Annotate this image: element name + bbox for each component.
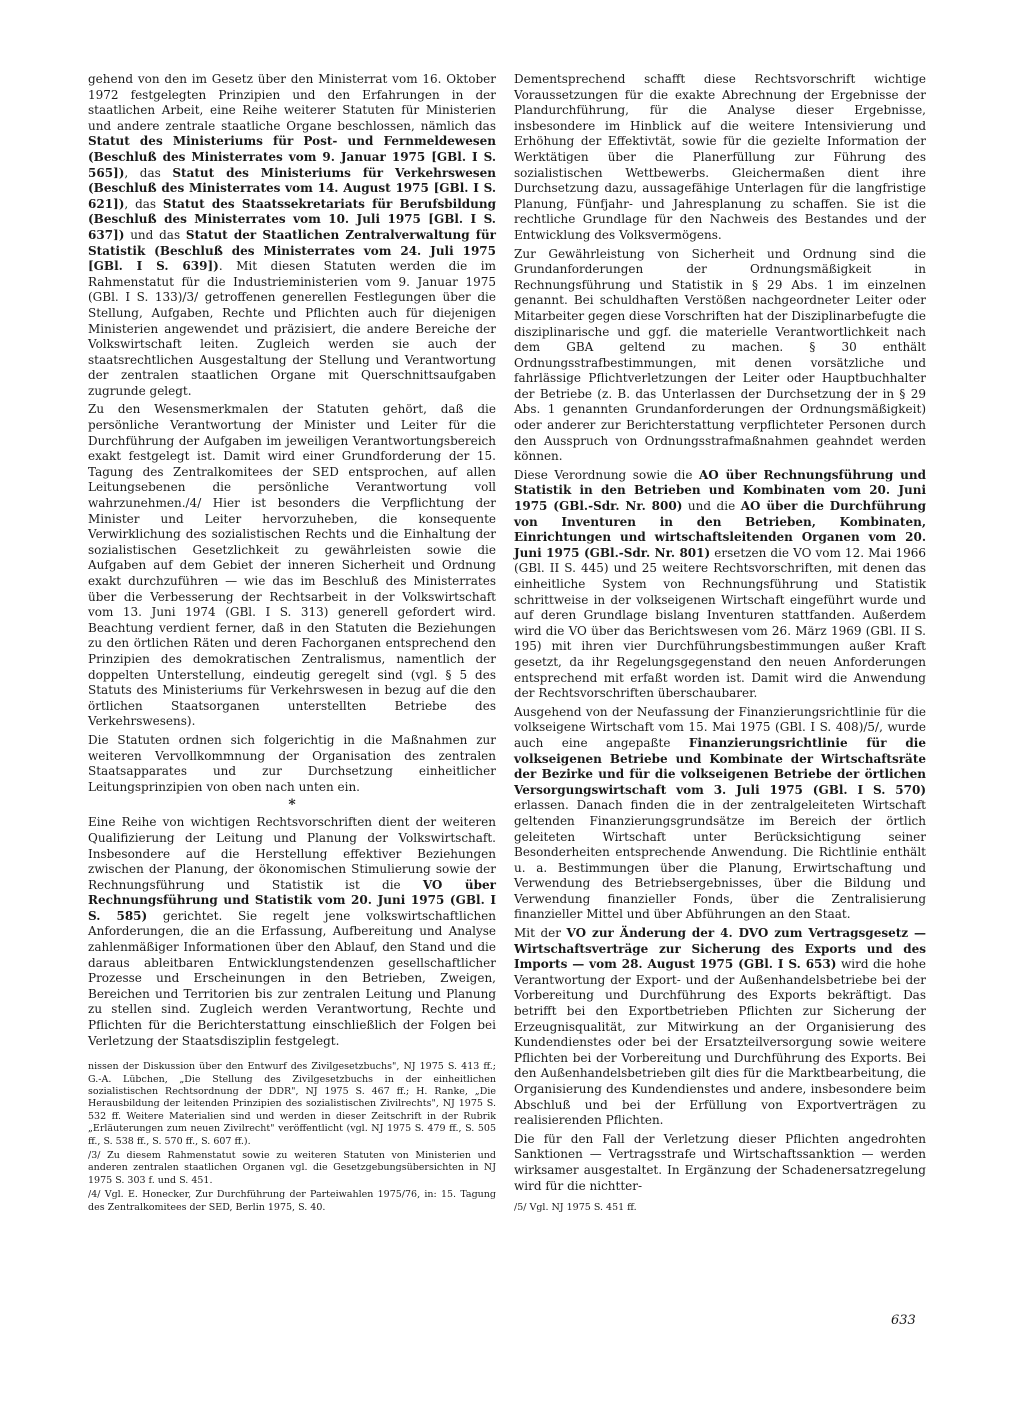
footnote: /5/ Vgl. NJ 1975 S. 451 ff. (514, 1202, 637, 1214)
text-run: , das (124, 196, 163, 211)
text-run: Die Statuten ordnen sich folgerichtig in die Maßnahmen zur weiteren Vervollkommnung der Organisation des zentralen Staatsapparates und zur Durchsetzung einheitlicher Leitungsprinzipien von oben nach unten ein. (88, 732, 496, 794)
paragraph (514, 72, 926, 244)
text-run: . Mit diesen Statuten werden die im Rahmenstatut für die Industrieministerien vom 9. Januar 1975 (GBl. I S. 133)/3/ getroffenen generellen Festlegungen über die Stellung, Aufgaben, Rechte und Pflichten auch für diejenigen Ministerien angewendet und präzisiert, die andere Bereiche der Volkswirtschaft leiten. Zugleich werden sie auch der staatsrechtlichen Ausgestaltung der Stellung und Verantwortung der zentralen staatlichen Organe mit Querschnittsaufgaben zugrunde gelegt. (88, 259, 496, 398)
paragraph (514, 705, 926, 923)
paragraph (514, 1132, 926, 1194)
paragraph (88, 815, 496, 1049)
text-run: , das (124, 165, 173, 180)
paragraph (514, 926, 926, 1129)
right-column (514, 72, 926, 1217)
text-run: Zur Gewährleistung von Sicherheit und Ordnung sind die Grundanforderungen der Ordnungsmäßigkeit in Rechnungsführung und Statistik in § 29 Abs. 1 im einzelnen genannt. Bei schuldhaften Verstößen nachgeordneter Leiter oder Mitarbeiter gegen diese Vorschriften hat der Disziplinarbefugte die disziplinarische und ggf. die materielle Verantwortlichkeit nach dem GBA geltend zu machen. § 30 enthält Ordnungsstrafbestimmungen, mit denen vorsätzliche und fahrlässige Pflichtverletzungen der Leiter oder Hauptbuchhalter der Betriebe (z. B. das Unterlassen der Durchsetzung der in § 29 Abs. 1 genannten Grundanforderungen der Ordnungsmäßigkeit) oder anderer zur Berichterstattung verpflichteter Personen durch den Ausspruch von Ordnungsstrafmaßnahmen geahndet werden können. (514, 246, 926, 464)
footnote: /3/ Zu diesem Rahmenstatut sowie zu weiteren Statuten von Ministerien und anderen zentralen staatlichen Organen vgl. die Gesetzgebungsübersichten in NJ 1975 S. 303 f. und S. 451. (88, 1150, 496, 1186)
text-run: Eine Reihe von wichtigen Rechtsvorschriften dient der weiteren Qualifizierung der Leitung und Planung der Volkswirtschaft. Insbesondere auf die Herstellung effektiver Beziehungen zwischen der Planung, der ökonomischen Stimulierung sowie der Rechnungsführung und Statistik ist die (88, 815, 496, 892)
text-run: wird die hohe Verantwortung der Export- und der Außenhandelsbetriebe bei der Vorbereitung und Durchführung des Exports bekräftigt. Das betrifft bei den Exportbetrieben Pflichten zur Sicherung der Erzeugnisqualität, zur Mitwirkung an der Organisierung des Kundendienstes oder bei der Ersatzteilversorgung sowie weitere Pflichten bei der Vorbereitung und Durchführung des Exports. Bei den Außenhandelsbetrieben gilt dies für die Marktbearbeitung, die Organisierung des Kundendienstes und andere, insbesondere beim Abschluß und bei der Erfüllung von Exportverträgen zu realisierenden Pflichten. (514, 957, 926, 1128)
text-run: Mit der (514, 926, 567, 941)
text-run: und die (682, 499, 741, 514)
text-run: und das (124, 227, 186, 242)
bold-citation: Statut des Ministeriums für Post- und Fernmeldewesen (Beschluß des Ministerrates vom 9. Januar 1975 [GBl. I S. 565]) (88, 134, 496, 180)
footnote: nissen der Diskussion über den Entwurf des Zivilgesetzbuchs", NJ 1975 S. 413 ff.; G.-A. Lübchen, „Die Stellung des Zivilgesetzbuchs in der einheitlichen sozialistischen Rechtsordnung der DDR", NJ 1975 S. 467 ff.; H. Ranke, „Die Herausbildung der leitenden Prinzipien des sozialistischen Zivilrechts", NJ 1975 S. 532 ff. Weitere Materialien sind und werden in dieser Zeitschrift in der Rubrik „Erläuterungen zum neuen Zivilrecht" veröffentlicht (vgl. NJ 1975 S. 479 ff., S. 505 ff., S. 538 ff., S. 570 ff., S. 607 ff.). (88, 1061, 496, 1147)
right-footnotes (514, 1202, 926, 1214)
text-run: Zu den Wesensmerkmalen der Statuten gehört, daß die persönliche Verantwortung der Minister und Leiter für die Durchführung der Aufgaben im jeweiligen Verantwortungsbereich exakt festgelegt ist. Damit wird einer Grundforderung der 15. Tagung des Zentralkomitees der SED entsprochen, auf allen Leitungsebenen die persönliche Verantwortung voll wahrzunehmen./4/ Hier ist besonders die Verpflichtung der Minister und Leiter hervorzuheben, die konsequente Verwirklichung des sozialistischen Rechts und die Einhaltung der sozialistischen Gesetzlichkeit zu gewährleisten sowie die Aufgaben auf dem Gebiet der inneren Sicherheit und Ordnung exakt durchzuführen — wie das im Beschluß des Ministerrates über die Verbesserung der Rechtsarbeit in der Volkswirtschaft vom 13. Juni 1974 (GBl. I S. 313) generell gefordert wird. Beachtung verdient ferner, daß in den Statuten die Beziehungen zu den örtlichen Räten und deren Fachorganen entsprechend den Prinzipien des demokratischen Zentralismus, namentlich der doppelten Unterstellung, eindeutig geregelt sind (vgl. § 5 des Statuts des Ministeriums für Verkehrswesen in bezug auf die den örtlichen Staatsorganen unterstellten Betriebe des Verkehrswesens). (88, 402, 496, 729)
paragraph (88, 733, 496, 795)
text-run: Ausgehend von der Neufassung der Finanzierungsrichtlinie für die volkseigene Wirtschaft vom 15. Mai 1975 (GBl. I S. 408)/5/, wurde auch eine angepaßte (514, 704, 926, 750)
left-paragraphs (88, 72, 496, 795)
page-number: 633 (891, 1313, 916, 1328)
text-run: gehend von den im Gesetz über den Ministerrat vom 16. Oktober 1972 festgelegten Prinzipien und den Erfahrungen in der staatlichen Arbeit, eine Reihe weiterer Statuten für Ministerien und andere zentrale staatliche Organe beschlossen, nämlich das (88, 72, 496, 133)
right-paragraphs (514, 72, 926, 1194)
bold-citation: Statut des Ministeriums für Verkehrswesen (Beschluß des Ministerrates vom 14. August 1975 [GBl. I S. 621]) (88, 165, 496, 211)
bold-citation: AO über die Durchführung von Inventuren in den Betrieben, Kombinaten, Einrichtungen und wirtschaftsleitenden Organen vom 20. Juni 1975 (GBl.-Sdr. Nr. 801) (514, 499, 927, 560)
section-separator: * (288, 797, 296, 814)
left-paragraphs-2 (88, 815, 496, 1049)
bold-citation: AO über Rechnungsführung und Statistik in den Betrieben und Kombinaten vom 20. Juni 1975 (GBl.-Sdr. Nr. 800) (514, 467, 926, 514)
bold-citation: Statut des Staatssekretariats für Berufsbildung (Beschluß des Ministerrates vom 10. Juli 1975 [GBl. I S. 637]) (88, 196, 496, 242)
bold-citation: Finanzierungsrichtlinie für die volkseigenen Betriebe und Kombinate der Wirtschaftsräte der Bezirke und für die volkseigenen Betriebe der örtlichen Versorgungswirtschaft vom 3. Juli 1975 (GBl. I S. 570) (514, 735, 926, 797)
text-run: ersetzen die VO vom 12. Mai 1966 (GBl. II S. 445) und 25 weitere Rechtsvorschriften, mit denen das einheitliche System von Rechnungsführung und Statistik schrittweise in der volkseigenen Wirtschaft eingeführt wurde und auf deren Grundlage bislang Inventuren stattfanden. Außerdem wird die VO über das Berichtswesen vom 26. März 1969 (GBl. II S. 195) mit ihren vier Durchführungsbestimmungen außer Kraft gesetzt, da ihr Regelungsgegenstand den neuen Anforderungen entsprechend mit erfaßt worden ist. Damit wird die Anwendung der Rechtsvorschriften überschaubarer. (514, 545, 926, 701)
footnote: /4/ Vgl. E. Honecker, Zur Durchführung der Parteiwahlen 1975/76, in: 15. Tagung des Zentralkomitees der SED, Berlin 1975, S. 40. (88, 1189, 496, 1213)
left-column (88, 72, 496, 1216)
text-run: gerichtet. Sie regelt jene volkswirtschaftlichen Anforderungen, die an die Erfassung, Aufbereitung und Analyse zahlenmäßiger Informationen über den Ablauf, den Stand und die daraus ableitbaren Entwicklungstendenzen gesellschaftlicher Prozesse und Erscheinungen in den Betrieben, Zweigen, Bereichen und Territorien bis zur zentralen Leitung und Planung zu stellen sind. Zugleich werden Verantwortung, Rechte und Pflichten für die Berichterstattung einschließlich der Folgen bei Verletzung der Staatsdisziplin festgelegt. (88, 908, 497, 1048)
text-run: Dementsprechend schafft diese Rechtsvorschrift wichtige Voraussetzungen für die exakte Abrechnung der Ergebnisse der Plandurchführung, für die Analyse dieser Ergebnisse, insbesondere im Hinblick auf die weitere Intensivierung und Erhöhung der Effektivtät, sowie für die gezielte Information der Werktätigen über die Planerfüllung zur Führung des sozialistischen Wettbewerbs. Gleichermaßen dient ihre Durchsetzung dazu, aussagefähige Unterlagen für die langfristige Planung, Fünfjahr- und Jahresplanung zu schaffen. Sie ist die rechtliche Grundlage für den Nachweis des Bestandes und der Entwicklung des Volksvermögens. (514, 72, 926, 242)
bold-citation: Statut der Staatlichen Zentralverwaltung für Statistik (Beschluß des Ministerrates vom 24. Juli 1975 [GBl. I S. 639]) (88, 227, 497, 274)
paragraph (514, 468, 926, 702)
bold-citation: VO über Rechnungsführung und Statistik vom 20. Juni 1975 (GBl. I S. 585) (88, 877, 496, 923)
left-footnotes (88, 1061, 496, 1214)
text-run: Diese Verordnung sowie die (514, 467, 699, 482)
text-run: Die für den Fall der Verletzung dieser Pflichten angedrohten Sanktionen — Vertragsstrafe und Wirtschaftssanktion — werden wirksamer ausgestaltet. In Ergänzung der Schadenersatzregelung wird für die nichtter- (514, 1131, 926, 1193)
bold-citation: VO zur Änderung der 4. DVO zum Vertragsgesetz — Wirtschaftsverträge zur Sicherung des Exports und des Imports — vom 28. August 1975 (GBl. I S. 653) (514, 926, 926, 972)
paragraph (514, 247, 926, 465)
paragraph (88, 402, 496, 729)
text-run: erlassen. Danach finden die in der zentralgeleiteten Wirtschaft geltenden Finanzierungsgrundsätze im Bereich der örtlich geleiteten Wirtschaft unter Berücksichtigung seiner Besonderheiten entsprechende Anwendung. Die Richtlinie enthält u. a. Bestimmungen über die Planung, Erwirtschaftung und Verwendung des Betriebsergebnisses, über die Bildung und Verwendung finanzieller Fonds, über die Zentralisierung finanzieller Mittel und über Abführungen an den Staat. (514, 798, 926, 922)
paragraph (88, 72, 496, 399)
